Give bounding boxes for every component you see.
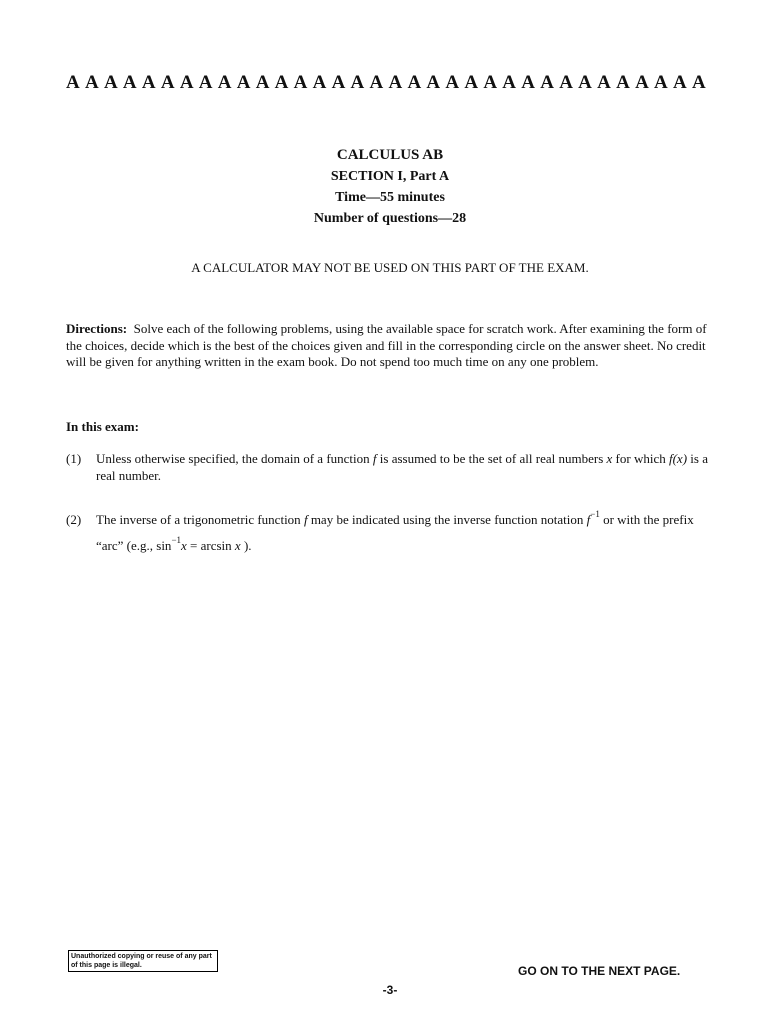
section-letter: A [578, 72, 592, 93]
exam-rules-heading: In this exam: [66, 419, 139, 434]
section-letter: A [464, 72, 479, 93]
section-letter: A [445, 72, 460, 93]
section-letter: A [426, 72, 441, 93]
section-letter: A [141, 72, 156, 93]
section-letter: A [217, 72, 232, 93]
section-letter: A [236, 72, 251, 93]
math-x: x [606, 451, 613, 466]
rule-text-part: or with the prefix “arc” (e.g., [96, 512, 694, 553]
rule-number: (1) [66, 451, 82, 466]
section-letter: A [654, 72, 668, 93]
rule-text-part: for which [615, 451, 666, 466]
section-letter: A [122, 72, 137, 93]
rule-text [96, 450, 714, 484]
math-sin: sin [156, 538, 172, 553]
exam-title: CALCULUS AB [336, 147, 444, 163]
exam-rule-2 [66, 507, 714, 559]
page-number: -3- [382, 983, 398, 997]
section-letter: A [616, 72, 630, 93]
section-letter: A [350, 72, 365, 93]
section-letter: A [331, 72, 346, 93]
section-letter: A [407, 72, 422, 93]
rule-text-part: is a real number. [96, 451, 708, 483]
time-limit: Time—55 minutes [335, 190, 445, 205]
rule-text-part: may be indicated using the inverse function notation [310, 512, 584, 527]
section-letter: A [66, 72, 80, 93]
section-letter: A [635, 72, 649, 93]
math-exponent: −1 [590, 509, 600, 519]
calculator-note: A CALCULATOR MAY NOT BE USED ON THIS PART OF THE EXAM. [191, 260, 589, 275]
math-fx: f(x) [668, 451, 688, 466]
directions-paragraph [66, 321, 714, 371]
rule-text [96, 507, 714, 559]
section-letter: A [179, 72, 194, 93]
section-letter: A [559, 72, 573, 93]
directions-label: Directions: [66, 321, 128, 336]
section-letter: A [274, 72, 289, 93]
math-exponent: −1 [171, 535, 182, 545]
section-letter: A [691, 72, 706, 93]
section-letter: A [103, 72, 118, 93]
math-f: f [303, 512, 308, 527]
section-letter: A [255, 72, 270, 93]
section-letter: A [521, 72, 535, 93]
exam-rule-1 [66, 450, 714, 484]
section-letter: A [502, 72, 517, 93]
rule-number: (2) [66, 512, 82, 527]
section-letter: A [483, 72, 498, 93]
section-letter: A [673, 72, 687, 93]
section-banner [66, 72, 706, 94]
rule-text-part: The inverse of a trigonometric function [96, 512, 301, 527]
next-page-instruction: GO ON TO THE NEXT PAGE. [518, 964, 681, 978]
directions-text: Solve each of the following problems, using the available space for scratch work. After examining the form of the choices, decide which is the best of the choices given and fill in the corresponding circle on the answer sheet. No credit will be given for anything written in the exam book. Do not spend too much time on any one problem. [66, 321, 707, 369]
section-letter: A [198, 72, 213, 93]
section-letter: A [540, 72, 554, 93]
section-letter: A [160, 72, 175, 93]
section-letter: A [597, 72, 611, 93]
math-f: f [372, 451, 377, 466]
question-count: Number of questions—28 [313, 211, 467, 226]
section-letter: A [312, 72, 327, 93]
rule-text-part: is assumed to be the set of all real numbers [379, 451, 604, 466]
section-letter: A [388, 72, 403, 93]
legal-notice: Unauthorized copying or reuse of any part of this page is illegal. [68, 950, 218, 972]
section-letter: A [369, 72, 384, 93]
title-block [0, 145, 768, 229]
section-title: SECTION I, Part A [330, 169, 450, 184]
section-letter: A [84, 72, 99, 93]
math-f-inverse: f [586, 512, 591, 527]
section-letter: A [293, 72, 308, 93]
rule-text-part: Unless otherwise specified, the domain of a function [96, 451, 370, 466]
math-arcsin-example: x = arcsin x ). [181, 538, 252, 553]
